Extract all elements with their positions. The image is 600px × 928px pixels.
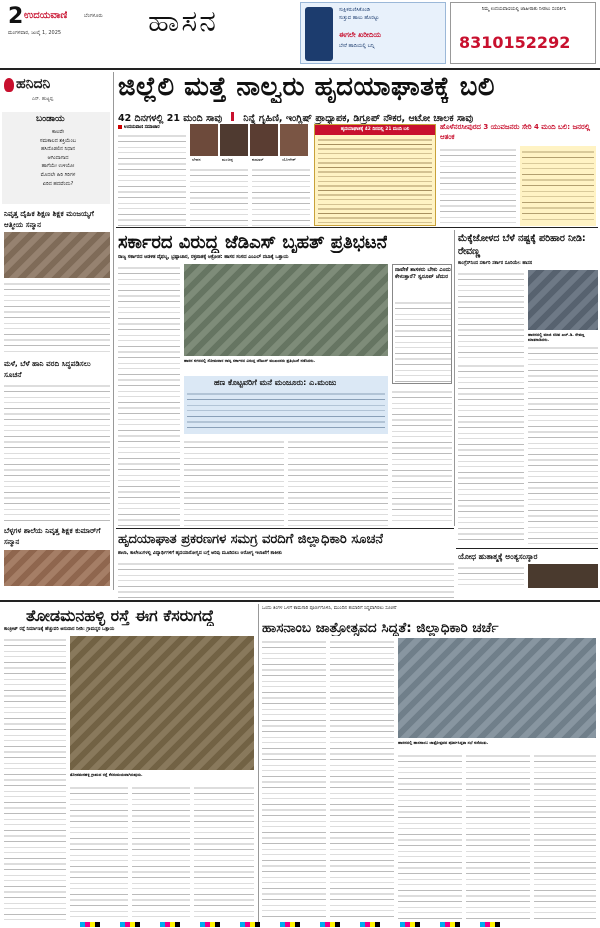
road-story: [2, 604, 256, 922]
ad-top-right: [450, 2, 596, 64]
lead-byline-text: ಉದಯವಾಣಿ ಸಮಾಚಾರ: [124, 125, 160, 130]
poem-line: ಆಗಿಂದಾಗಾದ: [47, 154, 69, 161]
lead-headline: ಜಿಲ್ಲೆಲಿ ಮತ್ತೆ ನಾಲ್ವರು ಹೃದಯಾಘಾತಕ್ಕೆ ಬಲಿ: [118, 72, 495, 102]
sidebar-rule: [113, 72, 114, 590]
poem-line: ಏರಿದ ಹದವೆಂದು?: [42, 180, 74, 187]
revanna-caption: ಹಾಸನದಲ್ಲಿ ಮಾಜಿ ಸಚಿವ ಎಚ್.ಡಿ. ರೇವಣ್ಣ ಮಾತನಾಡಿದರು.: [528, 332, 585, 342]
right-subhead: ಕಾಂಗ್ರೆಸ್‌ನಿಂದ ಸರ್ಕಾರಿ ಸರ್ಕಾರ ಸೂರಿಯೇ: ಹಾಸನ: [458, 261, 533, 266]
side-box-tinted-text: [522, 148, 594, 224]
flame-icon: [4, 78, 14, 92]
protest-inset-body: [187, 390, 385, 432]
hasanamba-kicker: ಒಂದು ತಿಂಗಳ ಒಳಗೆ ಕಾಮಗಾರಿ ಪೂರ್ಣಗೊಳಿಸಿ, ಮುಂದಿನ ತಯಾರಿಗೆ ಸಿದ್ಧವಾಗಿರಲು ಸೂಚನೆ: [262, 606, 397, 611]
poem-title: ಬಂಡಾಯ: [36, 114, 65, 124]
lead-story: [116, 70, 598, 228]
hasanamba-body-col4: [466, 752, 530, 920]
poem-line: ಕಾಲವೇ: [51, 129, 65, 135]
protest-right-rule: [454, 230, 455, 526]
hasanamba-body-col1: [262, 638, 326, 920]
poem-line: ಸಮಕಾಲದ ಶಕ್ತಿಯೆಂಬ: [39, 137, 77, 144]
victim-caption: ಲೇಪನ: [192, 157, 201, 162]
sidebar-story3-photo: [4, 550, 110, 586]
sidebar-story1-headline: ನಿವೃತ್ತ ದೈಹಿಕ ಶಿಕ್ಷಣ ಶಿಕ್ಷಕ ಮಂಜಯ್ಯಗೆ ಆತ್ಮೀಯ ಸನ್ಮಾನ: [4, 209, 94, 229]
ad-phone-illustration: [305, 7, 333, 61]
ad1-line1: ಸುಕ್ಷಿಕರುಣಿಸಿಕೊಂಡಿ: [339, 7, 371, 13]
protest-photo-caption: ಹಾಸನ ನಗರದಲ್ಲಿ ಸೋಮವಾರ ರಾಜ್ಯ ಸರ್ಕಾರದ ವಿರುದ್ಧ ಜೆಡಿಎಸ್ ಮುಖಂಡರು ಪ್ರತಿಭಟನೆ ನಡೆಸಿದರು.: [184, 358, 316, 363]
byline-marker: [118, 125, 122, 129]
victim-caption: ಕುಮಾರ್: [252, 157, 264, 162]
column-author: ಎನ್. ಹುಟ್ಟಪ್ಪ: [32, 97, 54, 102]
heart-body: [118, 560, 454, 598]
protest-box-headline: ನಾವೇಕೆ ಶಾಸಕರು ಬೇಕು ಎಂದು ಕೇಳುತ್ತಾರೆ? ಸ್ವರೂಪ್ ಜೆದುರ: [395, 267, 451, 281]
protest-subhead: ರಾಜ್ಯ ಸರ್ಕಾರದ ಆಡಳಿತ ವೈಫಲ್ಯ, ಭ್ರಷ್ಟಾಚಾರ, ರಕ್ತಪಾತಕ್ಕೆ ಆಕ್ರೋಶ: ಹಾಸನ ಸಂಸದ ಎಂಎಲ್ ದಬಾಕ್ಕೆ ಒತ್ತಾಯ: [118, 255, 289, 260]
side-box-headline: ಹೊಳೆನರಸೀಪುರದ 3 ಯುವಜನರು ಸೇರಿ 4 ಮಂದಿ ಬಲಿ: ಜನರಲ್ಲಿ ಆತಂಕ: [440, 123, 591, 141]
sidebar-story3-headline: ಬೆಳ್ಳಗಳ ಶಾಲೆಯ ನಿವೃತ್ತ ಶಿಕ್ಷಕ ಕುಮಾರ್‌ಗೆ ಸನ್ಮಾನ: [4, 526, 101, 546]
sidebar-story1-body: [4, 280, 110, 354]
sidebar-story2-body: [4, 382, 110, 522]
protest-body-col1: [118, 264, 180, 526]
hanidani-box: [2, 72, 110, 112]
road-body-col3: [132, 784, 190, 920]
protest-photo: [184, 264, 388, 356]
ad-top-middle: [300, 2, 446, 64]
lead-body-col3: [252, 166, 310, 226]
right-body-col1: [458, 270, 524, 358]
road-body-col4: [194, 784, 254, 920]
poem-line: ಹಸಿದೊಡಲಿನ ನಿಧಾನ: [40, 146, 76, 153]
protest-headline: ಸರ್ಕಾರದ ವಿರುದ್ಧ ಜೆಡಿಎಸ್ ಬೃಹತ್ ಪ್ರತಿಭಟನೆ: [118, 232, 388, 253]
victim-photo: [190, 124, 218, 156]
road-subhead: ಕಾಂಕ್ರೀಟ್ ರಸ್ತೆ ನಿರ್ಮಾಣಕ್ಕೆ ಹೆಚ್ಚುವರಿ ಅನುದಾನ ನೀಡಿ: ಗ್ರಾಮಸ್ಥರ ಒತ್ತಾಯ: [4, 627, 115, 632]
death-table-header: ಹೃದಯಾಘಾತಕ್ಕೆ 42 ದಿನದಲ್ಲಿ 21 ಮಂದಿ ಬಲಿ: [315, 125, 435, 135]
sidebar-story1-photo: [4, 232, 110, 278]
lead-byline: [118, 124, 160, 130]
column-brand: ಹನಿದನಿ: [16, 76, 51, 92]
lead-body-col2: [190, 166, 248, 226]
death-table: [314, 124, 436, 226]
road-photo-caption: ತೋಡಮನಹಳ್ಳಿ ಗ್ರಾಮದ ರಸ್ತೆ ಕೆಸರುಮಯವಾಗಿರುವುದು.: [70, 772, 143, 777]
revanna-photo: [528, 270, 598, 330]
road-body-col1: [4, 636, 66, 920]
lead-subhead-count: 42 ದಿನಗಳಲ್ಲಿ 21 ಮಂದಿ ಸಾವು: [118, 113, 223, 124]
right-story: [456, 228, 598, 588]
page-number: 2: [8, 4, 24, 29]
road-headline: ತೋಡಮನಹಳ್ಳಿ ರಸ್ತೆ ಈಗ ಕೆಸರುಗದ್ದೆ: [26, 606, 215, 625]
ad1-line2: ಸುತ್ತುವ ಹಾಲು ಹೊರಟ್ಟು: [339, 15, 380, 21]
side-box-tinted: [520, 146, 596, 226]
lead-subhead-rest: ನಿನ್ನೆ ಗೃಹಿಣಿ, ಇಂಗ್ಲಿಷ್ ಪ್ರಾಧ್ಯಾಪಕ, ಡಿಗ್ರೂಪ್ ನೌಕರ, ಆಟೋ ಚಾಲಕ ಸಾವು: [243, 113, 474, 124]
side-box-body: [440, 146, 516, 226]
death-table-rows: [318, 137, 432, 225]
protest-body-col4: [392, 388, 452, 526]
right-headline: ಮೆಕ್ಕೆಜೋಳದ ಬೆಳೆ ನಷ್ಟಕ್ಕೆ ಪರಿಹಾರ ನೀಡಿ: ರೇವಣ್ಣ: [458, 233, 586, 257]
victim-caption: ಯೋಗೇಶ್: [282, 157, 296, 162]
hasanamba-story: [260, 604, 598, 922]
heart-headline: ಹೃದಯಾಘಾತ ಪ್ರಕರಣಗಳ ಸಮಗ್ರ ವರದಿಗೆ ಜಿಲ್ಲಾಧಿಕಾರಿ ಸೂಚನೆ: [118, 532, 384, 547]
road-body-col2: [70, 784, 128, 920]
poem-line: ಮೊದಲೇ ಹಿರಿ ಗಿರಿಗಳ: [40, 171, 76, 178]
protest-inset: [184, 376, 388, 434]
ad2-phone: 8310152292: [459, 33, 571, 52]
victim-caption: ಮಂಜಪ್ಪ: [222, 157, 234, 162]
right-bottom-headline: ಯೋಧ ಹುತಾತ್ಮಕ್ಕೆ ಅಂತ್ಯಸಂಸ್ಕಾರ: [458, 552, 538, 561]
right-story-rule: [456, 548, 598, 549]
muddy-road-photo: [70, 636, 254, 770]
paper-name: ಉದಯವಾಣಿ: [24, 10, 68, 21]
victim-photo: [220, 124, 248, 156]
poem-box: [2, 112, 110, 204]
hasanamba-body-col3: [398, 752, 462, 920]
lead-subhead: [118, 106, 473, 125]
right-body-col3: [458, 362, 524, 544]
lead-body-col1: [118, 132, 186, 226]
right-bottom-body: [458, 564, 524, 588]
masthead: [0, 0, 600, 70]
soldier-photo: [528, 564, 598, 588]
heart-story: [116, 528, 454, 600]
sidebar-story2-headline: ಮಳೆ, ಬೆಳೆ ಹಾನಿ ವರದಿ ಸಿದ್ಧಪಡಿಸಲು ಸೂಚನೆ: [4, 359, 91, 379]
meeting-photo-caption: ಹಾಸನದಲ್ಲಿ ಹಾಸನಾಂಬ ಜಾತ್ರೋತ್ಸವದ ಪೂರ್ವಸಿದ್ಧತಾ ಸಭೆ ನಡೆಯಿತು.: [398, 740, 489, 745]
section-title: ಹಾಸನ: [148, 4, 218, 39]
registration-marks: [80, 922, 520, 927]
hasanamba-headline: ಹಾಸನಾಂಬ ಜಾತ್ರೋತ್ಸವದ ಸಿದ್ಧತೆ: ಜಿಲ್ಲಾಧಿಕಾರಿ ಚರ್ಚೆ: [262, 620, 499, 636]
ad1-line4: ಬೇರೆ ಹಾದಿಯಲ್ಲಿ ಬನ್ನಿ: [339, 43, 375, 49]
right-body-col2: [528, 344, 598, 544]
protest-body-col3: [288, 438, 388, 526]
ad2-text: ನಿಮ್ಮ ಉದಯವಾಣಿಯಲ್ಲಿ ಜಾಹೀರಾತು ನೀಡಲು ಸಂಪರ್ಕಿಸಿ: [481, 7, 567, 12]
date-line: ಮಂಗಳವಾರ, ಜುಲೈ 1, 2025: [8, 30, 62, 36]
protest-story: [116, 228, 452, 528]
bottom-mid-rule: [258, 604, 259, 922]
subhead-divider: [231, 112, 234, 121]
poem-lines: [10, 128, 106, 188]
protest-inset-headline: ಹಣ ಕೊಟ್ಟವರಿಗೆ ಮನೆ ಮಂಜೂರು: ಎ.ಮಂಜು: [214, 378, 337, 387]
hasanamba-body-col2: [330, 638, 394, 920]
ad1-line3: ಈಗಲೇ ಖರೀದಿಯ: [339, 31, 381, 39]
heart-subhead: ಶಾಲಾ, ಕಾಲೇಜುಗಳಲ್ಲಿ ವಿದ್ಯಾರ್ಥಿಗಳಿಗೆ ಹೃದಯಾರೋಗ್ಯದ ಬಗ್ಗೆ ಅರಿವು ಮೂಡಿಸಲು ಆರೋಗ್ಯ ಇಲಾಖೆಗೆ ತಾಕೀತು: [118, 551, 282, 556]
edition-label: ಬೆಂಗಳೂರು: [84, 13, 103, 19]
poem-line: ಹಾಗೆಯೇ ಉಳಿಯೋ: [41, 163, 75, 170]
sidebar: [2, 70, 112, 590]
victim-photo: [280, 124, 308, 156]
lead-photo-strip: [190, 124, 310, 164]
meeting-photo: [398, 638, 596, 738]
hasanamba-body-col5: [534, 752, 596, 920]
protest-body-col2: [184, 438, 284, 526]
bottom-section-rule: [0, 600, 600, 602]
protest-box-body: [395, 299, 451, 383]
heart-top-rule: [116, 528, 454, 529]
victim-photo: [250, 124, 278, 156]
side-box: [440, 122, 596, 226]
protest-side-box: [392, 264, 452, 384]
